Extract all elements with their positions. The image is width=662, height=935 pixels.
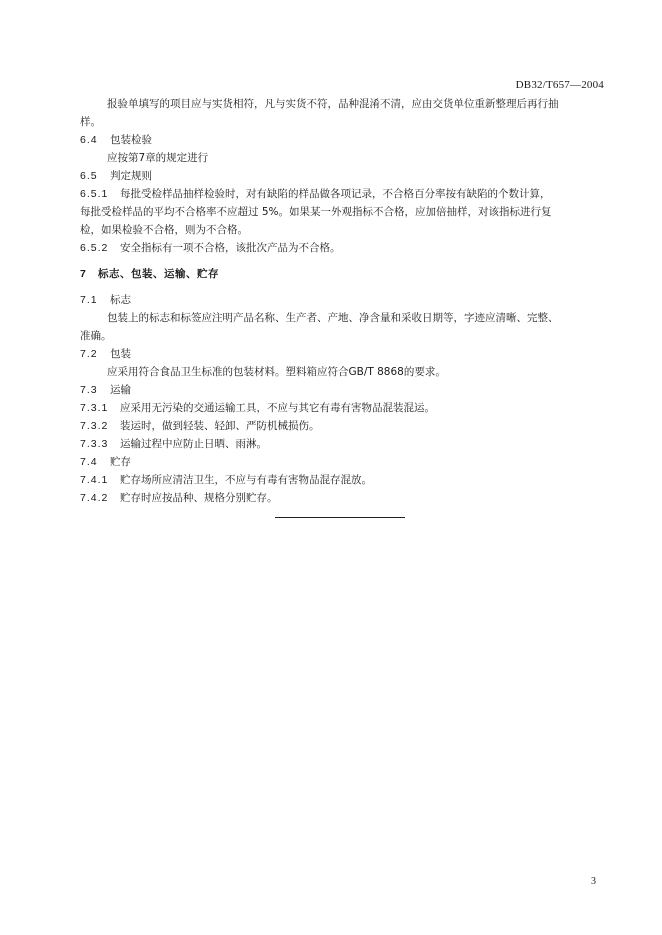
- paragraph-line: 检，如果检验不合格，则为不合格。: [80, 224, 248, 236]
- standard-code: DB32/T657—2004: [515, 79, 604, 91]
- section-title: 运输: [110, 384, 131, 396]
- end-of-document-rule: [275, 517, 405, 518]
- section-number: 7.4: [80, 456, 98, 468]
- chapter-number: 7: [80, 268, 87, 280]
- paragraph-line: 应按第7章的规定进行: [107, 152, 209, 164]
- paragraph-line: 准确。: [80, 330, 112, 342]
- clause-number: 6.5.2: [80, 242, 109, 254]
- clause-7-3-3: [80, 435, 602, 453]
- clause-7-3-1: [80, 399, 602, 417]
- section-title: 判定规则: [110, 170, 152, 182]
- clause-number: 6.5.1: [80, 188, 109, 200]
- section-number: 7.3: [80, 384, 98, 396]
- clause-7-4-2: [80, 489, 602, 507]
- section-7-1-heading: [80, 291, 602, 309]
- clause-number: 7.4.2: [80, 492, 109, 504]
- section-6-4-heading: [80, 131, 602, 149]
- clause-7-4-1: [80, 471, 602, 489]
- paragraph-line: 应采用符合食品卫生标准的包装材料。塑料箱应符合GB/T 8868的要求。: [107, 366, 446, 378]
- paragraph-line: 样。: [80, 116, 101, 128]
- section-title: 贮存: [110, 456, 131, 468]
- clause-text: 应采用无污染的交通运输工具，不应与其它有毒有害物品混装混运。: [120, 402, 435, 414]
- clause-text: 贮存时应按品种、规格分别贮存。: [120, 492, 278, 504]
- section-number: 6.5: [80, 170, 98, 182]
- paragraph-line: 报验单填写的项目应与实货相符，凡与实货不符，品种混淆不清，应由交货单位重新整理后再行抽: [107, 98, 559, 110]
- section-title: 标志: [110, 294, 131, 306]
- paragraph-line: 包装上的标志和标签应注明产品名称、生产者、产地、净含量和采收日期等，字迹应清晰、完整、: [107, 312, 559, 324]
- clause-number: 7.3.3: [80, 438, 109, 450]
- clause-text: 每批受检样品抽样检验时，对有缺陷的样品做各项记录，不合格百分率按有缺陷的个数计算，: [120, 188, 551, 200]
- section-title: 包装检验: [110, 134, 152, 146]
- clause-7-3-2: [80, 417, 602, 435]
- chapter-7-heading: [80, 265, 602, 283]
- section-number: 7.1: [80, 294, 98, 306]
- section-6-5-heading: [80, 167, 602, 185]
- document-body: [80, 95, 602, 507]
- page-number: 3: [591, 876, 596, 887]
- chapter-title: 标志、包装、运输、贮存: [98, 268, 219, 280]
- section-title: 包装: [110, 348, 131, 360]
- clause-number: 7.3.1: [80, 402, 109, 414]
- clause-text: 运输过程中应防止日晒、雨淋。: [120, 438, 267, 450]
- clause-6-5-1: [80, 185, 602, 203]
- clause-6-5-2: [80, 239, 602, 257]
- clause-number: 7.3.2: [80, 420, 109, 432]
- section-7-3-heading: [80, 381, 602, 399]
- paragraph-line: 每批受检样品的平均不合格率不应超过 5%。如果某一外观指标不合格，应加倍抽样，对该指标进行复: [80, 206, 552, 218]
- section-number: 6.4: [80, 134, 98, 146]
- clause-text: 安全指标有一项不合格，该批次产品为不合格。: [120, 242, 341, 254]
- section-7-4-heading: [80, 453, 602, 471]
- section-7-2-heading: [80, 345, 602, 363]
- clause-number: 7.4.1: [80, 474, 109, 486]
- section-number: 7.2: [80, 348, 98, 360]
- clause-text: 贮存场所应清洁卫生，不应与有毒有害物品混存混放。: [120, 474, 372, 486]
- clause-text: 装运时，做到轻装、轻卸、严防机械损伤。: [120, 420, 320, 432]
